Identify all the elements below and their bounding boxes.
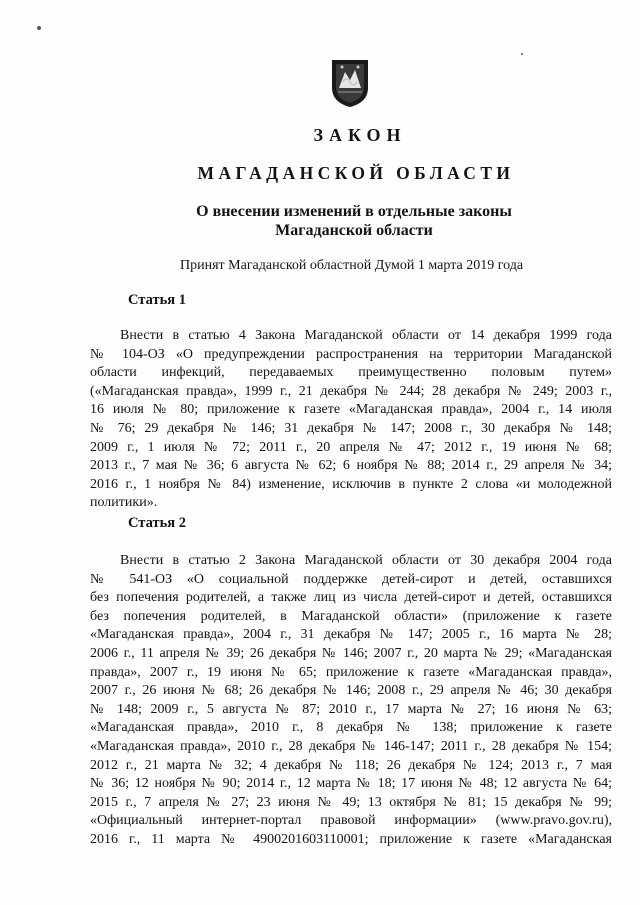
article-2-title: Статья 2 [128,515,186,531]
text-line: Внести в статью 4 Закона Магаданской области от 14 декабря 1999 года [120,328,612,343]
text-line: области инфекций, передаваемых преимущественно половым путем» [90,365,612,381]
text-line: № 76; 29 декабря № 146; 31 декабря № 147; 2008 г., 30 декабря № 148; [90,420,612,436]
text-line: без попечения родителей, в Магаданской области» (приложение к газете [90,608,612,624]
text-line: 2016 г., 1 ноября № 84) изменение, исключив в пункте 2 слова «и молодежной [90,476,612,492]
coat-of-arms-icon [330,58,370,108]
article-2-text [90,552,612,850]
text-line: № 36; 12 ноября № 90; 2014 г., 12 марта № 18; 17 июня № 48; 12 августа № 64; [90,776,612,792]
subject-line-2: Магаданской области [275,222,433,239]
text-line: «Официальный интернет-портал правовой информации» (www.pravo.gov.ru), [90,813,612,829]
text-line: («Магаданская правда», 1999 г., 21 декабря № 244; 28 декабря № 249; 2003 г., [90,383,612,399]
text-line: № 541-ОЗ «О социальной поддержке детей-сирот и детей, оставшихся [90,571,612,587]
text-line: 16 июля № 80; приложение к газете «Магаданская правда», 2004 г., 14 июля [90,402,612,418]
article-1-text [90,327,612,513]
document-subject [34,202,640,240]
text-line: правда», 2007 г., 19 июня № 65; приложение к газете «Магаданская правда», [90,664,612,680]
article-1-title: Статья 1 [128,292,186,308]
document-heading: ЗАКОН [313,125,407,145]
text-line: 2006 г., 11 апреля № 39; 26 декабря № 146; 2007 г., 20 марта № 29; «Магаданская [90,645,612,661]
text-line: «Магаданская правда», 2004 г., 31 декабря № 147; 2005 г., 16 марта № 28; [90,627,612,643]
subject-line-1: О внесении изменений в отдельные законы [196,203,512,220]
text-line: 2015 г., 7 апреля № 27; 23 июня № 49; 13 октября № 81; 15 декабря № 99; [90,794,612,810]
text-line: 2007 г., 26 июня № 68; 26 декабря № 146; 2008 г., 29 апреля № 46; 30 декабря [90,683,612,699]
adoption-note: Принят Магаданской областной Думой 1 марта 2019 года [180,258,524,273]
text-line: 2012 г., 21 марта № 32; 4 декабря № 118; 26 декабря № 124; 2013 г., 7 мая [90,757,612,773]
scan-speck [37,26,41,30]
text-line: № 104-ОЗ «О предупреждении распространения на территории Магаданской [90,346,612,362]
text-line: 2016 г., 11 марта № 4900201603110001; приложение к газете «Магаданская [90,831,612,847]
text-line: Внести в статью 2 Закона Магаданской области от 30 декабря 2004 года [120,553,612,568]
text-line: «Магаданская правда», 2010 г., 28 декабря № 146-147; 2011 г., 28 декабря № 154; [90,738,612,754]
document-region: МАГАДАНСКОЙ ОБЛАСТИ [197,163,515,183]
text-line: № 148; 2009 г., 5 августа № 87; 2010 г., 17 марта № 27; 16 июня № 63; [90,701,612,717]
text-line: 2013 г., 7 мая № 36; 6 августа № 62; 6 ноября № 88; 2014 г., 29 апреля № 34; [90,458,612,474]
text-line: 2009 г., 1 июля № 72; 2011 г., 20 апреля № 47; 2012 г., 19 июня № 68; [90,439,612,455]
text-line: политики». [90,495,158,511]
text-line: «Магаданская правда», 2010 г., 8 декабря № 138; приложение к газете [90,720,612,736]
text-line: без попечения родителей, а также лиц из числа детей-сирот и детей, оставшихся [90,590,612,606]
scan-speck [521,53,523,55]
